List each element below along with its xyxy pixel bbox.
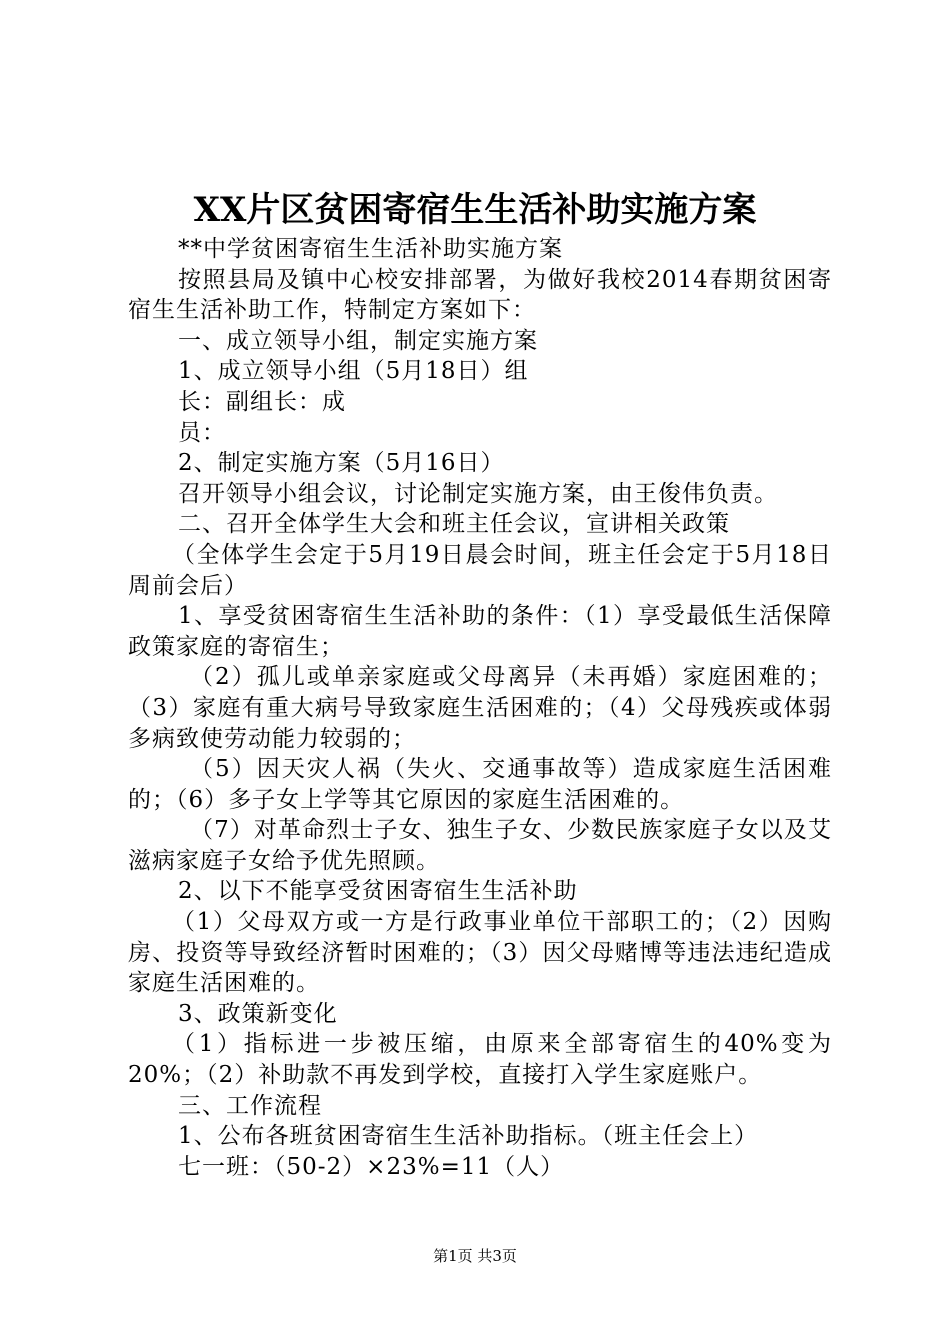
paragraph-item: 1、公布各班贫困寄宿生生活补助指标。（班主任会上） xyxy=(178,1123,759,1150)
paragraph-item: （1）指标进一步被压缩，由原来全部寄宿生的40%变为20%；（2）补助款不再发到学校，直接打入学生家庭账户。 xyxy=(128,1031,832,1089)
heading-section-1: 一、成立领导小组，制定实施方案 xyxy=(178,327,538,354)
paragraph-item: （2）孤儿或单亲家庭或父母离异（未再婚）家庭困难的；（3）家庭有重大病号导致家庭生活困难的；（4）父母残疾或体弱多病致使劳动能力较弱的； xyxy=(128,664,832,752)
paragraph-item: 召开领导小组会议，讨论制定实施方案，由王俊伟负责。 xyxy=(178,480,778,507)
paragraph-item: 2、制定实施方案（5月16日） xyxy=(178,450,505,477)
document-body xyxy=(128,234,832,1182)
paragraph-item: （全体学生会定于5月19日晨会时间，班主任会定于5月18日周前会后） xyxy=(128,541,832,599)
paragraph-item: 1、享受贫困寄宿生生活补助的条件：（1）享受最低生活保障政策家庭的寄宿生； xyxy=(128,603,832,660)
paragraph-item: 员： xyxy=(178,419,226,446)
paragraph-item: 长：副组长：成 xyxy=(178,388,346,415)
heading-section-2: 二、召开全体学生大会和班主任会议，宣讲相关政策 xyxy=(178,511,730,538)
paragraph-item: （5）因天灾人祸（失火、交通事故等）造成家庭生活困难的；（6）多子女上学等其它原因的家庭生活困难的。 xyxy=(128,756,832,813)
paragraph-item: 七一班：（50-2）×23%=11（人） xyxy=(178,1153,565,1180)
paragraph-item: 1、成立领导小组（5月18日）组 xyxy=(178,358,529,385)
paragraph-intro: 按照县局及镇中心校安排部署，为做好我校2014春期贫困寄宿生生活补助工作，特制定方案如下： xyxy=(128,266,832,324)
paragraph-item: （7）对革命烈士子女、独生子女、少数民族家庭子女以及艾滋病家庭子女给予优先照顾。 xyxy=(128,817,832,874)
paragraph-item: 3、政策新变化 xyxy=(178,1000,338,1027)
paragraph-item: （1）父母双方或一方是行政事业单位干部职工的；（2）因购房、投资等导致经济暂时困难的；（3）因父母赌博等违法违纪造成家庭生活困难的。 xyxy=(128,909,832,997)
heading-section-3: 三、工作流程 xyxy=(178,1092,322,1119)
page-number-footer: 第1页 共3页 xyxy=(433,1247,517,1265)
paragraph-item: 2、以下不能享受贫困寄宿生生活补助 xyxy=(178,878,578,905)
document-title: XX片区贫困寄宿生生活补助实施方案 xyxy=(193,190,757,230)
paragraph-subtitle: **中学贫困寄宿生生活补助实施方案 xyxy=(178,236,563,262)
